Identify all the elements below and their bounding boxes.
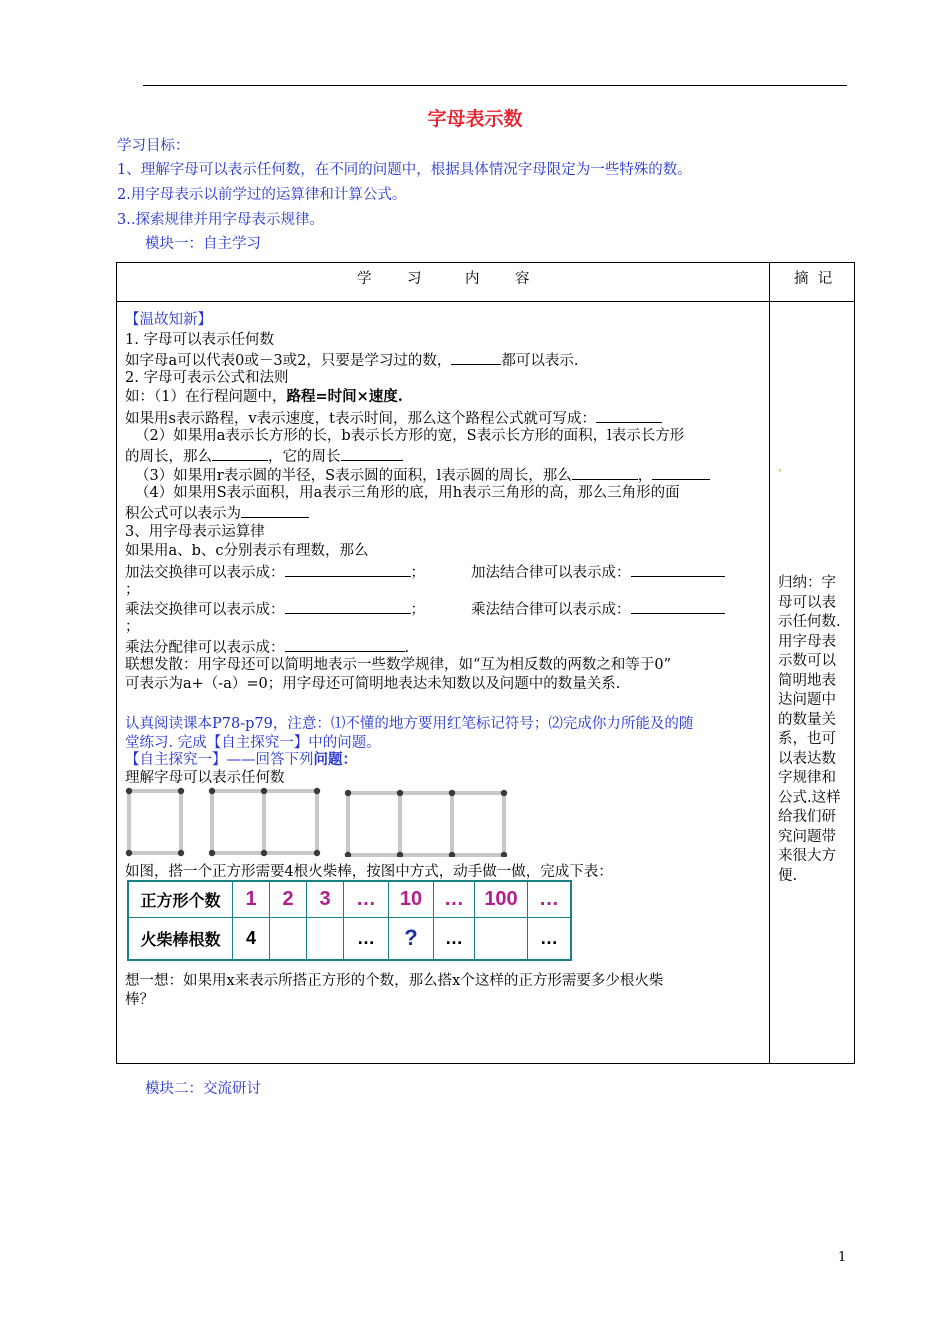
- objective-1: 1、理解字母可以表示任何数，在不同的问题中，根据具体情况字母限定为一些特殊的数。: [117, 162, 692, 178]
- table-cell: …: [528, 881, 572, 918]
- line-13: 加法交换律可以表示成： ； 加法结合律可以表示成：: [125, 562, 725, 582]
- table-cell: …: [344, 918, 389, 960]
- blank: [212, 446, 268, 461]
- line-20: 堂练习. 完成【自主探究一】中的问题。: [125, 735, 381, 751]
- side-dot: 。: [778, 463, 788, 474]
- blank: [241, 503, 309, 518]
- table-cell: 4: [233, 918, 270, 960]
- line-11: 3、用字母表示运算律: [125, 524, 265, 540]
- line-10: 积公式可以表示为: [125, 503, 309, 523]
- line-23: 如图，搭一个正方形需要4根火柴棒，按图中方式，动手做一做，完成下表：: [125, 864, 613, 880]
- header-content-2: 习: [407, 271, 422, 287]
- column-divider: [769, 263, 770, 1063]
- blank: [652, 465, 710, 480]
- row-label-matches: 火柴棒根数: [128, 918, 233, 960]
- line-8: （3）如果用r表示圆的半径，S表示圆的面积，l表示圆的周长，那么 ，: [135, 465, 710, 485]
- count-table: [127, 880, 572, 961]
- objective-2: 2.用字母表示以前学过的运算律和计算公式。: [117, 187, 407, 203]
- module-2-heading: 模块二：交流研讨: [145, 1081, 261, 1097]
- table-cell: …: [528, 918, 572, 960]
- line-4: 如：（1）在行程问题中，路程=时间×速度.: [125, 388, 403, 405]
- header-content-3: 内: [465, 271, 480, 287]
- table-cell: [307, 918, 344, 960]
- table-cell: 3: [307, 881, 344, 918]
- matchstick-figure: [125, 785, 525, 857]
- header-notes: 摘 记: [794, 271, 833, 287]
- table-cell: …: [434, 918, 475, 960]
- blank: [451, 350, 501, 365]
- header-divider: [117, 301, 854, 302]
- blank: [596, 408, 662, 423]
- line-24: 想一想：如果用x来表示所搭正方形的个数，那么搭x个这样的正方形需要多少根火柴: [125, 973, 664, 989]
- page-title: 字母表示数: [427, 108, 523, 130]
- line-22: 理解字母可以表示任何数: [125, 770, 285, 786]
- side-note: 归纳：字母可以表示任何数.用字母表示数可以简明地表达问题中的数量关系，也可以表达数字规律和公式.这样给我们研究问题带来很大方便.: [778, 575, 841, 884]
- table-cell: …: [344, 881, 389, 918]
- line-6: （2）如果用a表示长方形的长，b表示长方形的宽，S表示长方形的面积，l表示长方形: [135, 428, 685, 444]
- line-25: 棒？: [125, 992, 154, 1008]
- line-15: 乘法交换律可以表示成： ； 乘法结合律可以表示成：: [125, 599, 725, 619]
- table-cell: ?: [389, 918, 434, 960]
- row-label-squares: 正方形个数: [128, 881, 233, 918]
- page-number: 1: [838, 1250, 847, 1265]
- module-1-heading: 模块一：自主学习: [145, 236, 261, 252]
- table-row: [128, 881, 571, 918]
- review-heading: 【温故知新】: [125, 312, 212, 328]
- table-cell: 1: [233, 881, 270, 918]
- header-content-1: 学: [357, 271, 372, 287]
- line-14: ；: [125, 582, 140, 598]
- line-21: 【自主探究一】——回答下列问题：: [125, 751, 357, 768]
- table-cell: 2: [270, 881, 307, 918]
- line-12: 如果用a、b、c分别表示有理数，那么: [125, 543, 369, 559]
- blank: [285, 562, 411, 577]
- line-19: 认真阅读课本P78-p79，注意：⑴不懂的地方要用红笔标记符号；⑵完成你力所能及的随: [125, 716, 694, 732]
- objective-3: 3..探索规律并用字母表示规律。: [117, 212, 324, 228]
- blank: [285, 637, 405, 652]
- study-table: [116, 262, 855, 1064]
- blank: [341, 446, 403, 461]
- line-9: （4）如果用S表示面积，用a表示三角形的底，用h表示三角形的高，那么三角形的面: [135, 485, 680, 501]
- top-rule: [143, 85, 847, 86]
- line-5: 如果用s表示路程，v表示速度，t表示时间，那么这个路程公式就可写成：: [125, 408, 662, 428]
- line-17: 联想发散：用字母还可以简明地表示一些数学规律，如“互为相反数的两数之和等于0”: [125, 657, 672, 673]
- table-row: [128, 918, 571, 960]
- table-cell: [475, 918, 528, 960]
- line-1: 1. 字母可以表示任何数: [125, 332, 274, 348]
- line-16: 乘法分配律可以表示成： .: [125, 637, 409, 657]
- blank: [572, 465, 638, 480]
- header-content-4: 容: [515, 271, 530, 287]
- table-cell: [270, 918, 307, 960]
- line-7: 的周长，那么 ，它的周长: [125, 446, 403, 466]
- table-cell: 10: [389, 881, 434, 918]
- blank: [631, 599, 725, 614]
- table-cell: 100: [475, 881, 528, 918]
- table-cell: …: [434, 881, 475, 918]
- line-16a: ；: [125, 619, 140, 635]
- objectives-heading: 学习目标：: [117, 138, 190, 154]
- blank: [631, 562, 725, 577]
- line-18: 可表示为a+（-a）=0；用字母还可简明地表达未知数以及问题中的数量关系.: [125, 676, 621, 692]
- line-3: 2. 字母可表示公式和法则: [125, 370, 289, 386]
- line-2: 如字母a可以代表0或－3或2，只要是学习过的数， 都可以表示.: [125, 350, 578, 370]
- blank: [285, 599, 411, 614]
